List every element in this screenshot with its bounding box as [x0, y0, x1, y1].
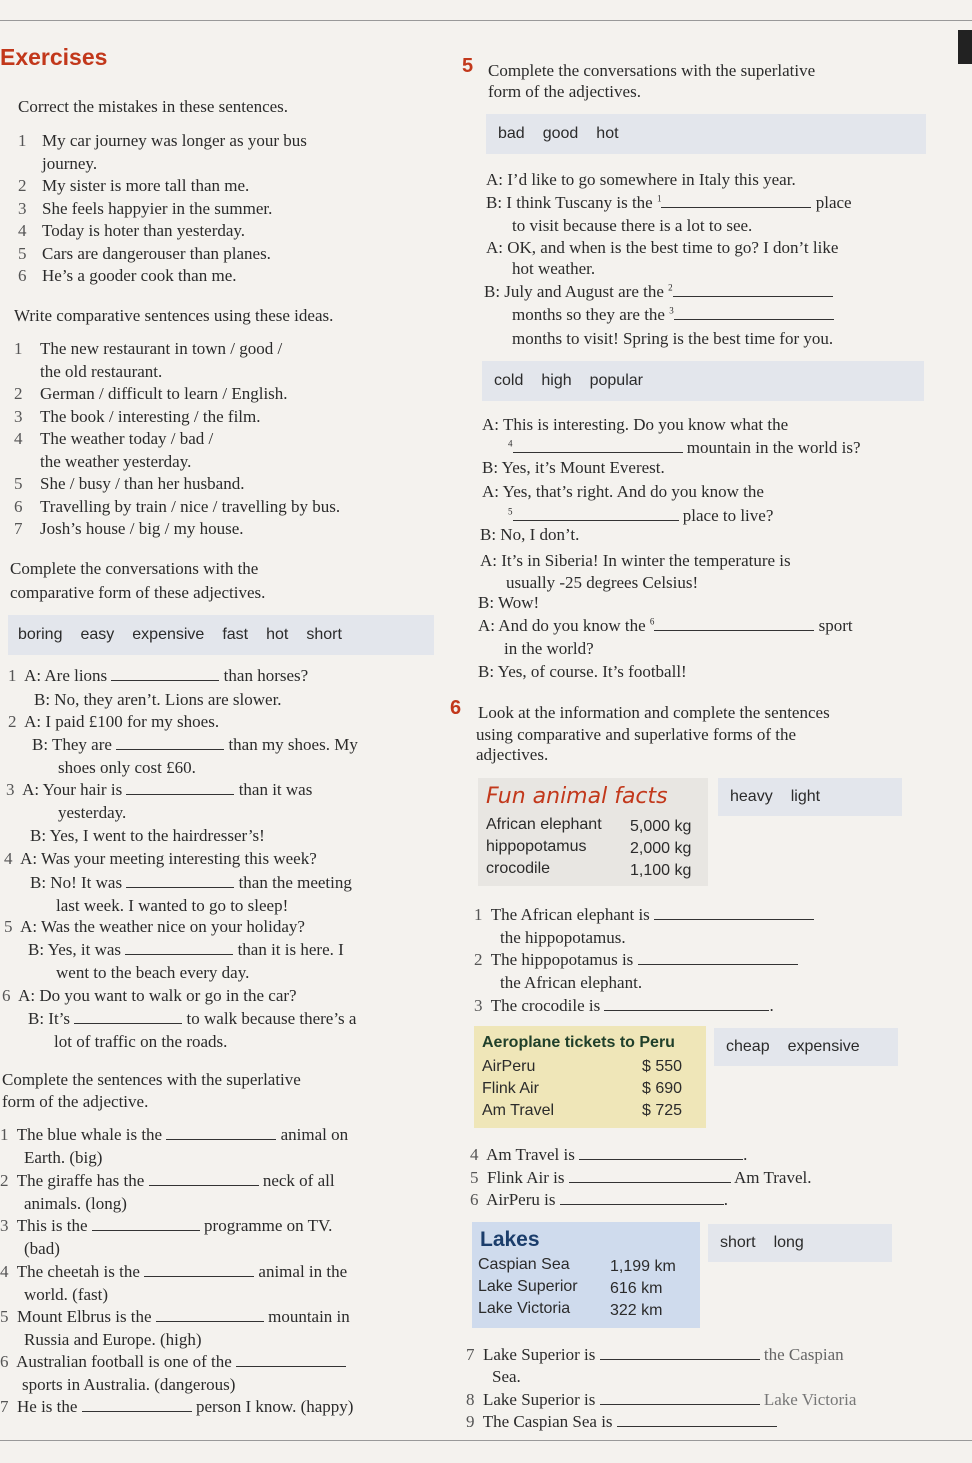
lake-name-1: Lake Superior: [478, 1278, 578, 1295]
lakes-panel: [472, 1222, 700, 1328]
ex6-sentence2: 2 The hippopotamus is: [474, 950, 798, 970]
ex5-b1: B: I think Tuscany is the $^1$ place: [486, 193, 852, 212]
ex4-item2: 2 The giraffe has the neck of all: [0, 1171, 335, 1190]
ex2-item-text: The weather today / bad /: [40, 429, 214, 448]
ex2-item-number: 2: [14, 384, 23, 403]
word-option: short: [306, 626, 342, 643]
ex5-a1: A: I’d like to go somewhere in Italy this year.: [486, 170, 796, 189]
fact-value-0: 5,000 kg: [630, 818, 692, 835]
ex3-conv3-a: 3 A: Your hair is than it was: [6, 780, 313, 799]
ex3-conv4-a: 4 A: Was your meeting interesting this week?: [4, 849, 317, 868]
ex6-sentence9: 9 The Caspian Sea is: [466, 1412, 777, 1432]
ex3-conv3-b: B: Yes, I went to the hairdresser’s!: [30, 826, 265, 845]
ex2-item-number: 5: [14, 474, 23, 493]
animal-facts-title: Fun animal facts: [486, 784, 668, 809]
ex1-item-number: 4: [18, 221, 27, 240]
word-option: heavy: [730, 788, 773, 805]
ex6-sentence6: 6 AirPeru is .: [470, 1190, 728, 1209]
ex1-instruction: Correct the mistakes in these sentences.: [18, 97, 289, 116]
word-option: boring: [18, 626, 63, 643]
ticket-price-1: $ 690: [642, 1080, 683, 1097]
word-option: light: [790, 788, 821, 805]
ex4-item5: 5 Mount Elbrus is the mountain in: [0, 1307, 350, 1326]
ex6-word-box-lakes: [708, 1224, 892, 1262]
ex6-sentence7-cont: Sea.: [492, 1367, 521, 1386]
ex3-conv4-b-cont: last week. I wanted to go to sleep!: [56, 896, 289, 915]
ex6-word-box-facts: [718, 778, 902, 816]
page-tab-marker: [958, 30, 972, 64]
ex4-item3-cont: (bad): [24, 1239, 60, 1258]
ex3-conv2-a: 2 A: I paid £100 for my shoes.: [8, 712, 220, 731]
ex4-item4: 4 The cheetah is the animal in the: [0, 1262, 348, 1281]
ex2-item-number: 4: [14, 429, 23, 448]
fact-value-2: 1,100 kg: [630, 862, 692, 879]
ex5-word-box-2: [482, 361, 924, 401]
ex6-word-box-tickets: [714, 1028, 898, 1066]
ex1-item-number: 5: [18, 243, 27, 263]
ex3-conv4-b: B: No! It was than the meeting: [30, 873, 352, 892]
ex6-sentence1-cont: the hippopotamus.: [500, 928, 626, 947]
ex5-a3: A: This is interesting. Do you know what the: [482, 415, 789, 434]
ex5-a4: A: Yes, that’s right. And do you know the: [482, 482, 764, 501]
ticket-name-0: AirPeru: [482, 1058, 536, 1075]
fact-value-1: 2,000 kg: [630, 840, 692, 857]
ticket-price-0: $ 550: [642, 1058, 683, 1075]
ticket-price-2: $ 725: [642, 1102, 683, 1119]
ex5-b2: B: July and August are the $^2$: [484, 282, 833, 302]
page-title: Exercises: [0, 44, 108, 70]
ex1-item-number: 3: [18, 198, 27, 218]
ex6-instruction-line3: adjectives.: [476, 745, 549, 764]
ex2-item-text: the old restaurant.: [40, 361, 163, 381]
ex5-b3: B: Yes, it’s Mount Everest.: [482, 458, 665, 477]
fact-name-2: crocodile: [486, 860, 551, 877]
ex2-item-number: 3: [14, 406, 23, 426]
ex6-sentence5: 5 Flink Air is Am Travel.: [470, 1168, 812, 1187]
ex2-item-number: 6: [14, 496, 23, 516]
ex6-sentence4: 4 Am Travel is .: [470, 1145, 748, 1164]
ex6-sentence8: 8 Lake Superior is Lake Victoria: [466, 1390, 857, 1409]
ex1-item-text: Today is hoter than yesterday.: [42, 221, 246, 240]
ex3-word-box: [8, 615, 434, 655]
word-option: hot: [596, 125, 619, 142]
ex3-conv2-b-cont: shoes only cost £60.: [58, 758, 196, 777]
lake-length-0: 1,199 km: [610, 1258, 676, 1275]
ex4-item7: 7 He is the person I know. (happy): [0, 1397, 354, 1416]
ex1-item-text: He’s a gooder cook than me.: [42, 266, 237, 285]
ex4-item6: 6 Australian football is one of the: [0, 1352, 346, 1372]
ex1-item-text: She feels happyier in the summer.: [42, 198, 273, 218]
ex1-item-number: 6: [18, 266, 27, 285]
ex3-conv6-b: B: It’s to walk because there’s a: [28, 1009, 357, 1028]
top-rule: [0, 20, 972, 21]
lake-name-0: Caspian Sea: [478, 1256, 570, 1273]
ex2-item-text: Travelling by train / nice / travelling by bus.: [40, 496, 341, 516]
ex4-instruction-line2: form of the adjective.: [2, 1092, 149, 1111]
word-option: popular: [589, 372, 643, 389]
ex1-item-number: 1: [18, 131, 27, 150]
animal-facts-panel: [478, 778, 708, 886]
word-option: long: [773, 1234, 804, 1251]
ex4-item5-cont: Russia and Europe. (high): [24, 1330, 202, 1349]
ex2-item-number: 7: [14, 519, 23, 538]
ex3-conv5-b-cont: went to the beach every day.: [56, 963, 250, 982]
word-option: good: [542, 125, 579, 142]
ex5-b2-end: months to visit! Spring is the best time for you.: [512, 329, 834, 348]
ex2-item-text: She / busy / than her husband.: [40, 474, 245, 493]
ex3-conv5-b: B: Yes, it was than it is here. I: [28, 940, 344, 959]
ex6-sentence2-cont: the African elephant.: [500, 973, 643, 992]
ex4-instruction-line1: Complete the sentences with the superlative: [2, 1070, 301, 1089]
ex1-item-text: Cars are dangerouser than planes.: [42, 243, 271, 263]
ex5-instruction-line1: Complete the conversations with the superlative: [488, 61, 816, 80]
tickets-panel: [474, 1026, 706, 1128]
ex5-a3-cont: $^4$ mountain in the world is?: [508, 438, 861, 457]
ex1-item-text: My car journey was longer as your bus: [42, 131, 307, 150]
ex5-a6-cont: in the world?: [504, 639, 594, 658]
ex3-conv6-b-cont: lot of traffic on the roads.: [54, 1032, 228, 1051]
ex5-a4-cont: $^5$ place to live?: [508, 506, 774, 525]
ex3-conv6-a: 6 A: Do you want to walk or go in the car?: [2, 986, 297, 1005]
ex1-item-text: My sister is more tall than me.: [42, 176, 250, 195]
ex2-item-text: The book / interesting / the film.: [40, 406, 261, 426]
ex5-a6: A: And do you know the $^6$ sport: [478, 616, 853, 635]
ex5-word-box-1: [486, 114, 926, 154]
bottom-rule: [0, 1440, 972, 1441]
lakes-title: Lakes: [480, 1228, 540, 1251]
ex4-item3: 3 This is the programme on TV.: [0, 1216, 333, 1235]
tickets-title: Aeroplane tickets to Peru: [482, 1034, 675, 1051]
word-option: cold: [494, 372, 524, 389]
ex3-instruction-line2: comparative form of these adjectives.: [10, 583, 266, 602]
ex5-a2: A: OK, and when is the best time to go? I don’t like: [486, 238, 839, 257]
ex6-number: 6: [450, 697, 462, 719]
ex2-instruction: Write comparative sentences using these ideas.: [14, 306, 334, 325]
word-option: cheap: [726, 1038, 770, 1055]
fact-name-0: African elephant: [486, 816, 602, 833]
ex3-conv2-b: B: They are than my shoes. My: [32, 735, 358, 754]
word-option: hot: [266, 626, 289, 643]
ex5-b6: B: Yes, of course. It’s football!: [478, 662, 687, 681]
ex4-item1: 1 The blue whale is the animal on: [0, 1125, 349, 1144]
word-option: high: [541, 372, 572, 389]
ex6-instruction-line2: using comparative and superlative forms of the: [476, 725, 797, 744]
ex6-instruction-line1: Look at the information and complete the sentences: [478, 703, 830, 722]
ex4-item1-cont: Earth. (big): [24, 1148, 103, 1167]
ex2-item-text: The new restaurant in town / good /: [40, 339, 283, 358]
word-option: bad: [498, 125, 525, 142]
fact-name-1: hippopotamus: [486, 838, 587, 855]
word-option: expensive: [787, 1038, 860, 1055]
lake-length-2: 322 km: [610, 1302, 663, 1319]
ex5-b1-cont: to visit because there is a lot to see.: [512, 216, 753, 235]
ex3-conv3-a-cont: yesterday.: [58, 803, 127, 822]
ex3-instruction-line1: Complete the conversations with the: [10, 559, 259, 578]
ex5-a5: A: It’s in Siberia! In winter the temperature is: [480, 551, 791, 570]
ex4-item6-cont: sports in Australia. (dangerous): [22, 1375, 236, 1394]
ex6-sentence1: 1 The African elephant is: [474, 905, 814, 925]
word-option: easy: [80, 626, 115, 643]
ticket-name-1: Flink Air: [482, 1080, 539, 1097]
ex2-item-number: 1: [14, 339, 23, 358]
ticket-name-2: Am Travel: [482, 1102, 555, 1119]
ex2-item-text: Josh’s house / big / my house.: [40, 519, 244, 538]
ex4-item2-cont: animals. (long): [24, 1194, 127, 1213]
ex3-conv1-a: 1 A: Are lions than horses?: [8, 666, 309, 685]
ex6-sentence7: 7 Lake Superior is the Caspian: [466, 1345, 844, 1364]
ex3-conv1-b: B: No, they aren’t. Lions are slower.: [34, 690, 282, 709]
ex1-item-text: journey.: [42, 153, 98, 173]
word-option: short: [720, 1234, 756, 1251]
ex3-conv5-a: 5 A: Was the weather nice on your holiday?: [4, 917, 305, 936]
ex5-b4: B: No, I don’t.: [480, 525, 580, 544]
ex5-a2-cont: hot weather.: [512, 259, 596, 278]
ex5-a5-cont: usually -25 degrees Celsius!: [506, 573, 699, 592]
ex1-item-number: 2: [18, 176, 27, 195]
ex5-instruction-line2: form of the adjectives.: [488, 82, 641, 101]
ex4-item4-cont: world. (fast): [24, 1285, 109, 1304]
ex2-item-text: the weather yesterday.: [40, 451, 192, 471]
ex5-number: 5: [462, 55, 474, 77]
ex2-item-text: German / difficult to learn / English.: [40, 384, 288, 403]
ex5-b2-cont: months so they are the $^3$: [512, 305, 834, 325]
word-option: expensive: [132, 626, 205, 643]
lake-name-2: Lake Victoria: [478, 1300, 571, 1317]
ex6-sentence3: 3 The crocodile is .: [474, 996, 774, 1015]
lake-length-1: 616 km: [610, 1280, 663, 1297]
word-option: fast: [222, 626, 249, 643]
ex5-b5: B: Wow!: [478, 593, 540, 612]
